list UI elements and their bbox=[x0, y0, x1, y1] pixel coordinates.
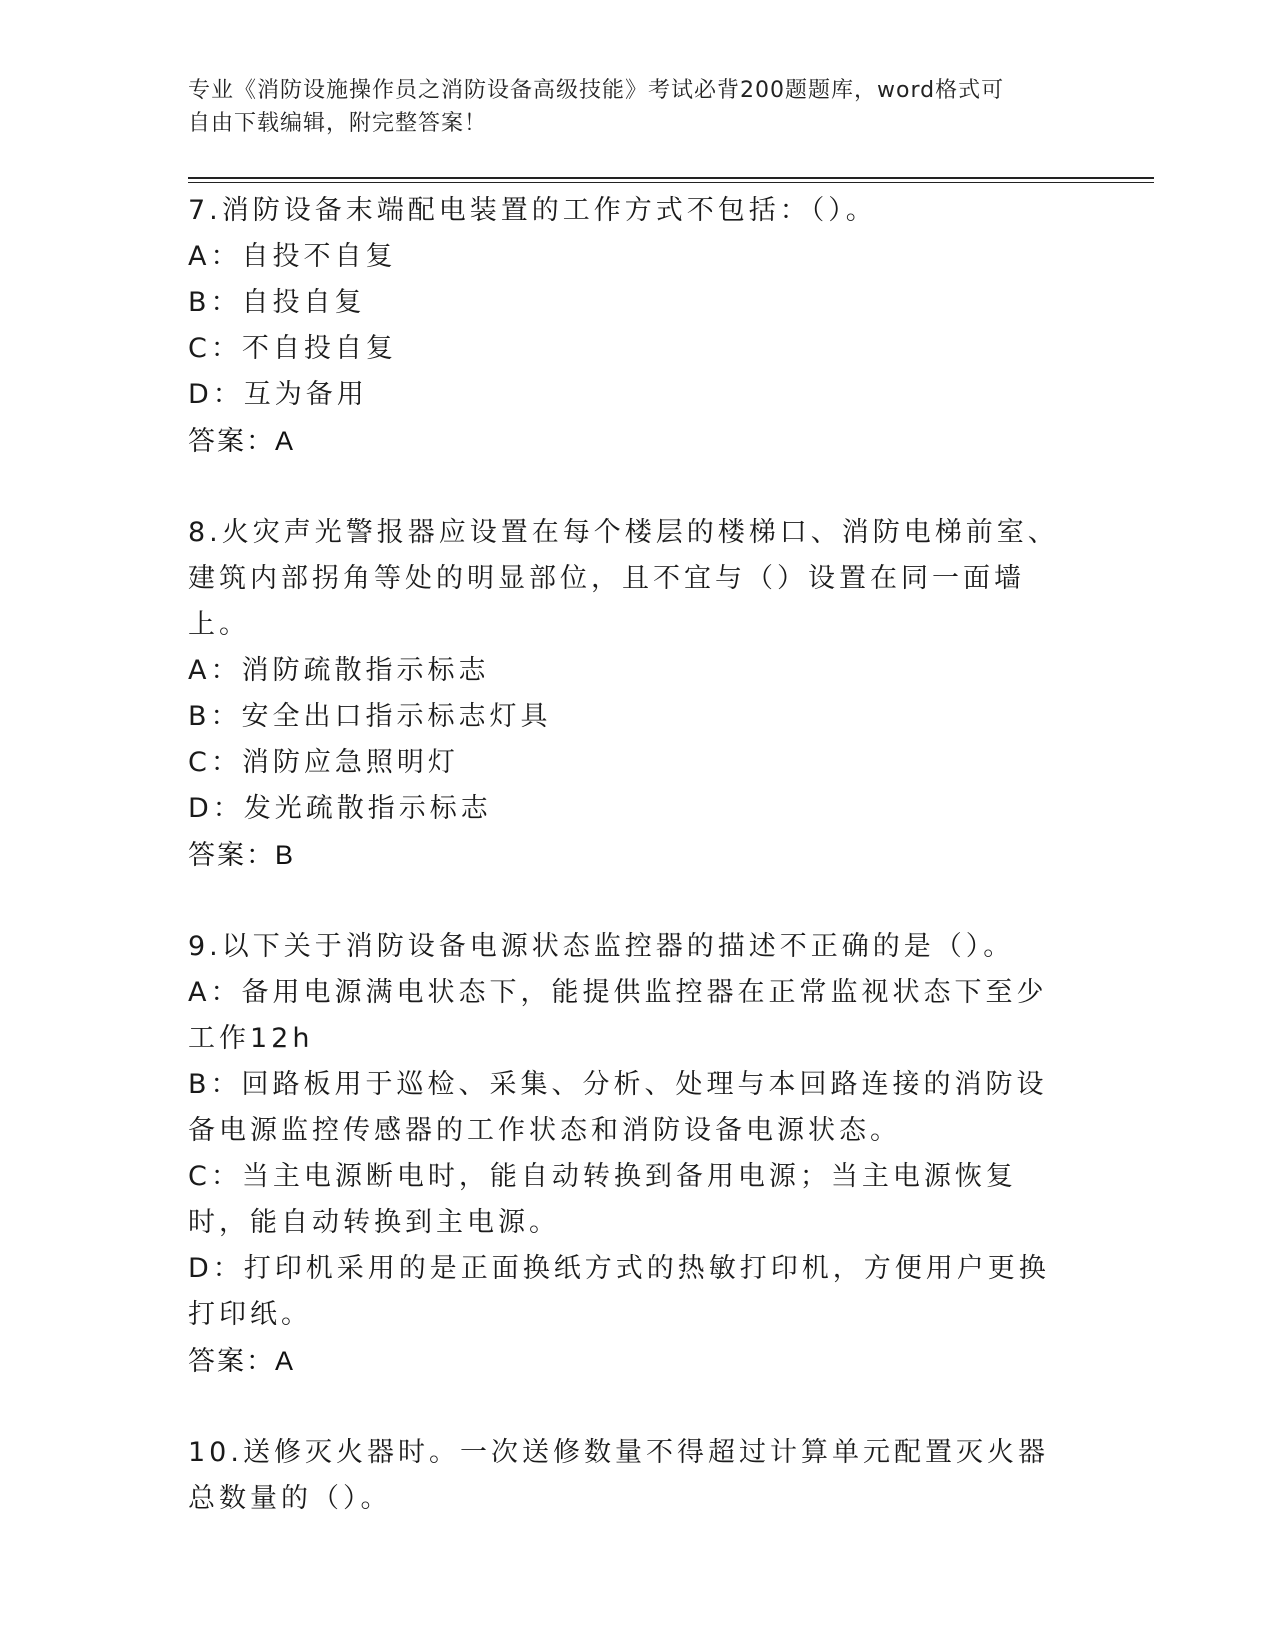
answer: 答案：A bbox=[188, 1346, 296, 1376]
header-divider-thick bbox=[188, 177, 1154, 179]
option-d: D：打印机采用的是正面换纸方式的热敏打印机，方便用户更换打印纸。 bbox=[188, 1253, 1050, 1330]
header-line-2: 自由下载编辑，附完整答案！ bbox=[188, 111, 488, 136]
option-c: C：不自投自复 bbox=[188, 333, 397, 364]
question-9 bbox=[188, 924, 1088, 1384]
answer: 答案：A bbox=[188, 426, 296, 456]
option-a: A：消防疏散指示标志 bbox=[188, 655, 490, 686]
option-b: B：自投自复 bbox=[188, 287, 366, 318]
question-10 bbox=[188, 1430, 1088, 1522]
option-d: D：互为备用 bbox=[188, 379, 368, 410]
question-8 bbox=[188, 510, 1088, 878]
question-list bbox=[188, 188, 1088, 1568]
question-text: 8.火灾声光警报器应设置在每个楼层的楼梯口、消防电梯前室、建筑内部拐角等处的明显部位，且不宜与（）设置在同一面墙上。 bbox=[188, 517, 1059, 640]
option-b: B：安全出口指示标志灯具 bbox=[188, 701, 552, 732]
option-c: C：消防应急照明灯 bbox=[188, 747, 459, 778]
header-divider-thin bbox=[188, 182, 1154, 183]
header-line-1: 专业《消防设施操作员之消防设备高级技能》考试必背200题题库，word格式可 bbox=[188, 78, 1005, 103]
document-header bbox=[188, 74, 1068, 140]
option-c: C：当主电源断电时，能自动转换到备用电源；当主电源恢复时，能自动转换到主电源。 bbox=[188, 1161, 1017, 1238]
option-b: B：回路板用于巡检、采集、分析、处理与本回路连接的消防设备电源监控传感器的工作状态和消防设备电源状态。 bbox=[188, 1069, 1048, 1146]
question-text: 9.以下关于消防设备电源状态监控器的描述不正确的是（）。 bbox=[188, 931, 1015, 962]
question-text: 7.消防设备末端配电装置的工作方式不包括：（）。 bbox=[188, 195, 877, 226]
option-a: A：备用电源满电状态下，能提供监控器在正常监视状态下至少工作12h bbox=[188, 977, 1048, 1054]
question-text: 10.送修灭火器时。一次送修数量不得超过计算单元配置灭火器总数量的（）。 bbox=[188, 1437, 1049, 1514]
answer: 答案：B bbox=[188, 840, 296, 870]
question-7 bbox=[188, 188, 1088, 464]
option-a: A：自投不自复 bbox=[188, 241, 397, 272]
option-d: D：发光疏散指示标志 bbox=[188, 793, 492, 824]
